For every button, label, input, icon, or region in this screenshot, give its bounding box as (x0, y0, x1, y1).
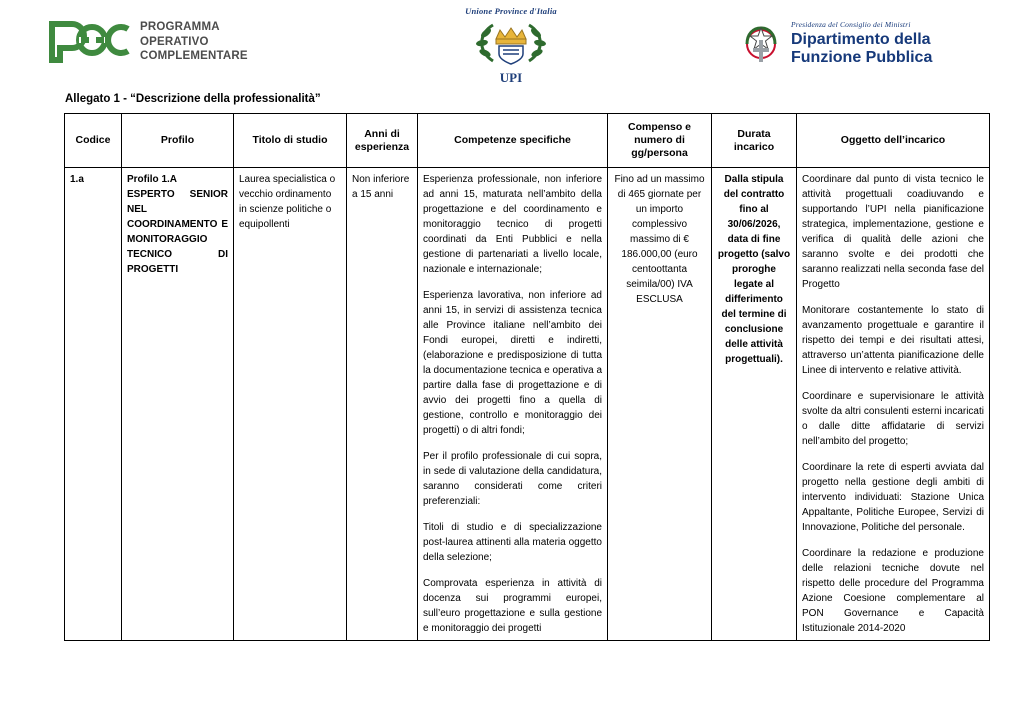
profilo-body: ESPERTO SENIOR NEL COORDINAMENTO E MONITORAGGIO TECNICO DI PROGETTI (127, 189, 228, 276)
competenza-paragraph: Per il profilo professionale di cui sopra, in sede di valutazione della candidatura, saranno considerati come criteri preferenziali: (423, 451, 602, 508)
competenza-paragraph: Comprovata esperienza in attività di docenza sui programmi europei, sull’euro progettazione e sulla gestione e monitoraggio dei progetti (423, 578, 602, 635)
cell-compenso: Fino ad un massimo di 465 giornate per un importo complessivo massimo di € 186.000,00 (euro centoottanta seimila/00) IVA ESCLUSA (608, 168, 712, 641)
column-header-competenze-specifiche: Competenze specifiche (418, 114, 608, 168)
oggetto-paragraph: Coordinare dal punto di vista tecnico le attività progettuali coadiuvando e supportando l’UPI nella pianificazione strategica, implementazione, gestione e verifica di qualità delle azioni che saranno svolte e dei prodotti che saranno realizzati nella seconda fase del Progetto (802, 174, 984, 291)
cell-titolo-di-studio: Laurea specialistica o vecchio ordinamento in scienze politiche o equipollenti (234, 168, 347, 641)
oggetto-paragraph: Coordinare la redazione e produzione delle relazioni tecniche dovute nel rispetto delle procedure del Programma Azione Coesione complementare al PON Governance e Capacità Istituzionale 2014-2020 (802, 548, 984, 635)
durata-header-line1: Durata (737, 127, 771, 140)
column-header-titolo-di-studio: Titolo di studio (234, 114, 347, 168)
upi-logo-top-text: Unione Province d'Italia (465, 6, 557, 16)
poc-logo (48, 20, 248, 64)
poc-logo-line3: COMPLEMENTARE (140, 50, 248, 63)
column-header-oggetto-incarico: Oggetto dell’incarico (797, 114, 990, 168)
column-header-compenso (608, 114, 712, 168)
cell-anni-esperienza: Non inferiore a 15 anni (347, 168, 418, 641)
column-header-profilo: Profilo (122, 114, 234, 168)
profilo-title: Profilo 1.A (127, 174, 178, 186)
competenza-paragraph: Esperienza professionale, non inferiore ad anni 15, maturata nell’ambito della progettazione e del coordinamento e monitoraggio tecnico di progetti coordinati da Enti Pubblici e nella gestione di partenariati a livello locale, nazionale e internazionale; (423, 174, 602, 276)
durata-header-line2: incarico (733, 140, 775, 153)
upi-logo-bottom-text: UPI (499, 70, 523, 85)
page-title: Allegato 1 - “Descrizione della professionalità” (65, 93, 321, 105)
cell-codice: 1.a (65, 168, 122, 641)
poc-logo-line1: PROGRAMMA (140, 21, 220, 33)
republic-emblem-icon (739, 18, 783, 70)
compenso-header-line1: Compenso e (627, 121, 691, 133)
oggetto-paragraph: Monitorare costantemente lo stato di avanzamento progettuale e garantire il rispetto dei tempi e dei risultati attesi, attraverso un’attenta pianificazione delle Linee di intervento e relative attività. (802, 305, 984, 377)
poc-logo-mark-icon (48, 20, 132, 64)
anni-header-line1: Anni di (364, 127, 400, 140)
dipartimento-funzione-pubblica-logo (739, 18, 932, 70)
cell-durata-incarico: Dalla stipula del contratto fino al 30/06/2026, data di fine progetto (salvo proroghe legate al differimento del termine di conclusione delle attività progettuali). (712, 168, 797, 641)
poc-logo-text (140, 20, 248, 64)
compenso-header-line3: gg/persona (631, 147, 688, 160)
cell-oggetto-incarico (797, 168, 990, 641)
table-header-row (65, 114, 990, 168)
compenso-header-line2: numero di (634, 134, 685, 147)
professionalita-table (64, 113, 990, 641)
dipartimento-logo-text (791, 21, 932, 67)
competenza-paragraph: Titoli di studio e di specializzazione post-laurea attinenti alla materia oggetto della selezione; (423, 522, 602, 564)
dfp-line1: Dipartimento della (791, 31, 931, 49)
oggetto-paragraph: Coordinare e supervisionare le attività svolte da altri consulenti esterni incaricati o dalle ditte affidatarie di servizi nell’ambito del progetto; (802, 391, 984, 448)
oggetto-paragraph: Coordinare la rete di esperti avviata dal progetto nella gestione degli ambiti di intervento individuati: Stazione Unica Appaltante, Politiche Europee, Servizi di Innovazione, Politiche del personale. (802, 462, 984, 534)
column-header-codice: Codice (65, 114, 122, 168)
cell-competenze-specifiche (418, 168, 608, 641)
upi-emblem-icon (463, 17, 559, 69)
dfp-line2: Funzione Pubblica (791, 49, 933, 67)
dfp-presidenza-text: Presidenza del Consiglio dei Ministri (791, 19, 911, 29)
anni-header-line2: esperienza (354, 140, 410, 153)
poc-logo-line2: OPERATIVO (140, 35, 209, 48)
cell-profilo (122, 168, 234, 641)
table-row (65, 168, 990, 641)
header-logo-row (0, 0, 1024, 92)
competenza-paragraph: Esperienza lavorativa, non inferiore ad anni 15, in servizi di assistenza tecnica alle Province italiane nell’ambito dei Fondi europei, diretti e indiretti, (elaborazione e predisposizione di tutta la documentazione tecnica e operativa a partire dalla fase di progettazione e di avvio dei progetti fino a quella di gestione, controllo e monitoraggio dei progetti) o di altri fondi; (423, 290, 603, 437)
column-header-durata-incarico (712, 114, 797, 168)
upi-logo (447, 6, 575, 86)
column-header-anni-di-esperienza (347, 114, 418, 168)
